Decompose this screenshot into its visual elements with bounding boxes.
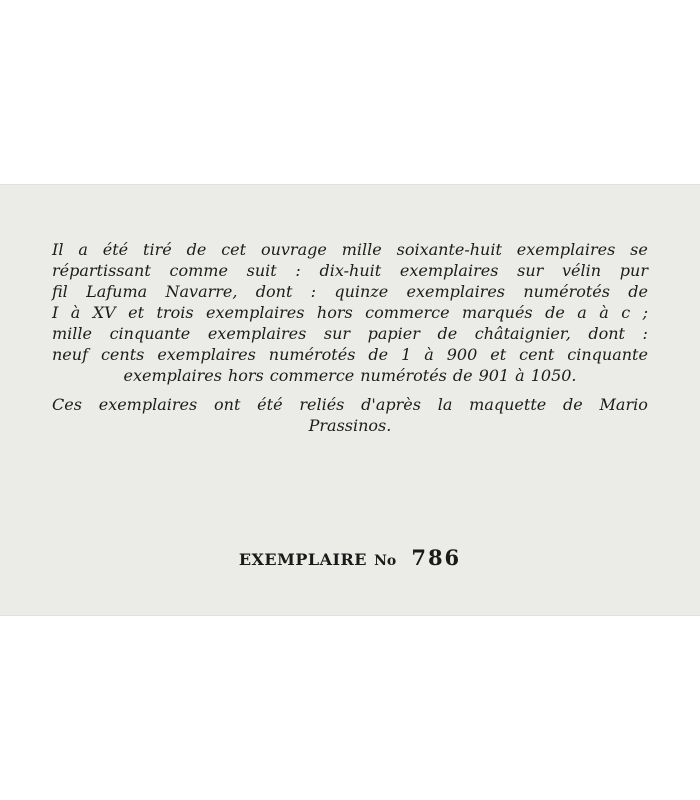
word: 1 <box>401 345 412 364</box>
word: I <box>52 303 59 322</box>
word: papier <box>367 324 420 343</box>
word: exemplaires <box>205 303 305 322</box>
word: soixante-huit <box>396 240 502 259</box>
word: de <box>563 395 583 414</box>
word: dont <box>255 282 293 301</box>
word: commerce <box>269 366 355 385</box>
word: comme <box>169 261 228 280</box>
word: vélin <box>562 261 602 280</box>
word: hors <box>316 303 353 322</box>
justification-line <box>52 323 648 344</box>
word: répartissant <box>52 261 151 280</box>
word: d'après <box>361 395 421 414</box>
word: reliés <box>299 395 345 414</box>
justification-line <box>52 344 648 365</box>
word: Prassinos. <box>308 416 392 435</box>
word: à <box>424 345 434 364</box>
word: la <box>437 395 453 414</box>
word: pur <box>619 261 648 280</box>
word: exemplaires <box>399 261 499 280</box>
word: à <box>599 303 609 322</box>
word: de <box>437 324 458 343</box>
justification-text <box>52 239 648 436</box>
word: : <box>642 324 648 343</box>
word: et <box>490 345 507 364</box>
word: à <box>70 303 81 322</box>
word: neuf <box>52 345 88 364</box>
word: mille <box>341 240 382 259</box>
word: cent <box>519 345 555 364</box>
word: fil <box>52 282 68 301</box>
word: numérotés <box>268 345 356 364</box>
word: été <box>257 395 283 414</box>
word: exemplaires <box>157 345 256 364</box>
word: cinquante <box>109 324 191 343</box>
word: de <box>186 240 207 259</box>
word: 1050. <box>530 366 577 385</box>
copy-number-line <box>0 545 700 570</box>
word: ouvrage <box>260 240 327 259</box>
word: hors <box>227 366 264 385</box>
word: exemplaires <box>123 366 222 385</box>
word: de <box>628 282 648 301</box>
word: de <box>545 303 565 322</box>
justification-line <box>52 239 648 260</box>
word: tiré <box>143 240 172 259</box>
word: exemplaires <box>98 395 198 414</box>
word: Ces <box>52 395 82 414</box>
word: a <box>577 303 587 322</box>
word: marqués <box>462 303 533 322</box>
exemplaire-label: EXEMPLAIRE <box>238 550 367 569</box>
word: dix-huit <box>319 261 382 280</box>
word: : <box>295 261 301 280</box>
word: quinze <box>334 282 389 301</box>
word: c <box>621 303 631 322</box>
word: maquette <box>469 395 547 414</box>
word: Mario <box>599 395 648 414</box>
word: et <box>128 303 145 322</box>
word: Il <box>52 240 64 259</box>
word: exemplaires <box>406 282 506 301</box>
word: XV <box>92 303 116 322</box>
word: ont <box>214 395 241 414</box>
word: trois <box>156 303 194 322</box>
word: Navarre, <box>165 282 238 301</box>
word: à <box>515 366 525 385</box>
word: de <box>452 366 473 385</box>
word: cinquante <box>567 345 648 364</box>
justification-line <box>52 394 648 415</box>
justification-line <box>52 365 648 386</box>
word: numérotés <box>360 366 447 385</box>
word: suit <box>246 261 277 280</box>
word: sur <box>323 324 351 343</box>
justification-line <box>52 260 648 281</box>
word: dont <box>588 324 625 343</box>
word: été <box>102 240 129 259</box>
word: numérotés <box>523 282 610 301</box>
word: châtaignier, <box>474 324 571 343</box>
number-sign: No <box>374 553 397 569</box>
word: a <box>78 240 88 259</box>
word: de <box>368 345 389 364</box>
justification-line <box>52 281 648 302</box>
word: exemplaires <box>207 324 307 343</box>
justification-line <box>52 302 648 323</box>
word: 900 <box>446 345 478 364</box>
word: : <box>310 282 317 301</box>
word: commerce <box>365 303 450 322</box>
word: exemplaires <box>516 240 616 259</box>
word: sur <box>517 261 544 280</box>
word: ; <box>642 303 648 322</box>
word: cents <box>100 345 145 364</box>
word: 901 <box>478 366 510 385</box>
word: se <box>630 240 648 259</box>
word: Lafuma <box>86 282 148 301</box>
word: mille <box>52 324 92 343</box>
justification-line <box>52 415 648 436</box>
copy-number: 786 <box>411 545 462 570</box>
word: cet <box>221 240 247 259</box>
